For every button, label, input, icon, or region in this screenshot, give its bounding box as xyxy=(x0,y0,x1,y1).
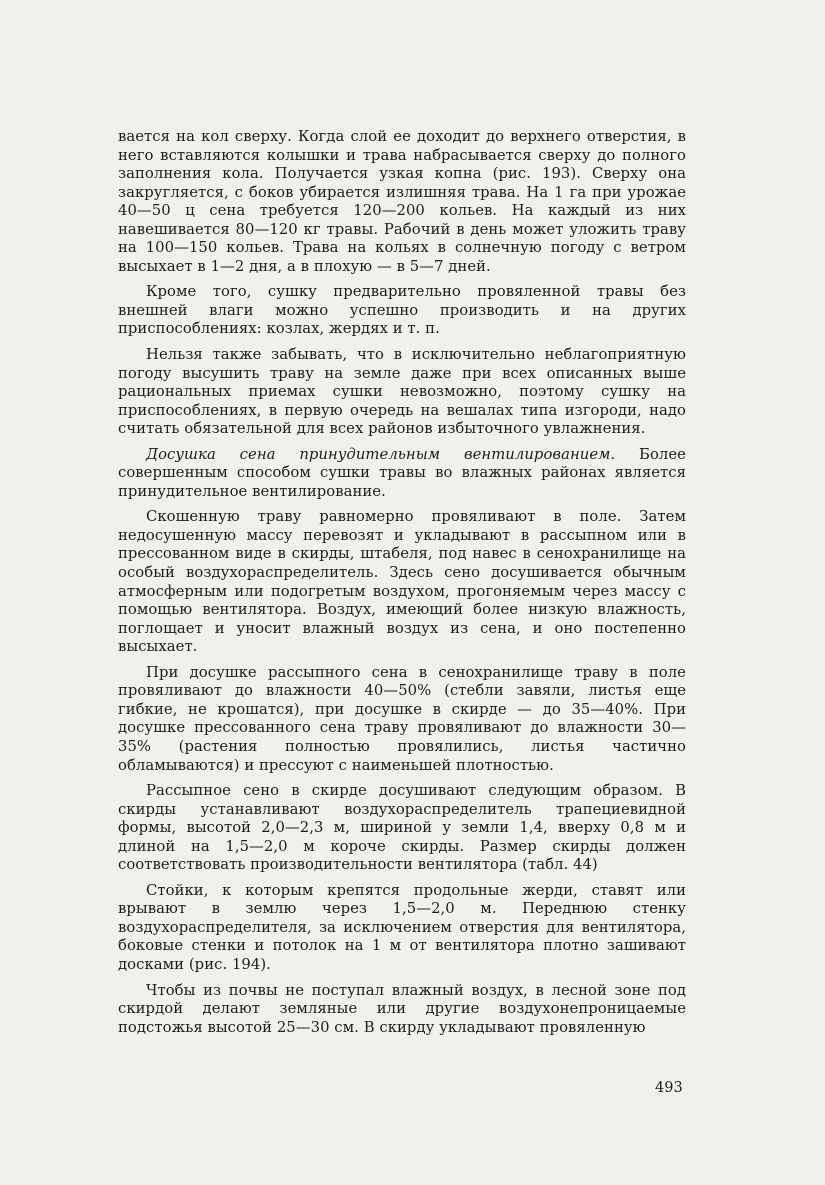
paragraph-text: Скошенную траву равномерно провяливают в поле. Затем недосушенную массу перевозят и укладывают в рассыпном или в прессованном виде в скирды, штабеля, под навес в сенохранилище на особый воздухораспределитель. Здесь сено досушивается обычным атмосферным или подогретым воздухом, прогоняемым через массу с помощью вентилятора. Воздух, имеющий более низкую влажность, поглощает и уносит влажный воздух из сена, и оно постепенно высыхает. xyxy=(118,508,686,656)
page-number: 493 xyxy=(655,1080,683,1096)
paragraph xyxy=(118,882,686,975)
paragraph xyxy=(118,346,686,439)
paragraph xyxy=(118,664,686,775)
paragraph xyxy=(118,782,686,875)
paragraph-text: Более совершенным способом сушки травы во влажных районах является принудительное вентилирование. xyxy=(118,445,686,500)
section-heading: Досушка сена принудительным вентилированием. xyxy=(146,445,616,463)
paragraph-text: вается на кол сверху. Когда слой ее доходит до верхнего отверстия, в него вставляются колышки и трава набрасывается сверху до полного заполнения кола. Получается узкая копна (рис. 193). Сверху она закругляется, с боков убирается излишняя трава. На 1 га при урожае 40—50 ц сена требуется 120—200 кольев. На каждый из них навешивается 80—120 кг травы. Рабочий в день может уложить траву на 100—150 кольев. Трава на кольях в солнечную погоду с ветром высыхает в 1—2 дня, а в плохую — в 5—7 дней. xyxy=(118,128,686,275)
paragraph xyxy=(118,283,686,339)
paragraph-text: Рассыпное сено в скирде досушивают следующим образом. В скирды устанавливают воздухораспределитель трапециевидной формы, высотой 2,0—2,3 м, шириной у земли 1,4, вверху 0,8 м и длиной на 1,5—2,0 м короче скирды. Размер скирды должен соответствовать производительности вентилятора (табл. 44) xyxy=(118,782,686,874)
paragraph-text: Нельзя также забывать, что в исключительно неблагоприятную погоду высушить траву на земле даже при всех описанных выше рациональных приемах сушки невозможно, поэтому сушку на приспособлениях, в первую очередь на вешалах типа изгороди, надо считать обязательной для всех районов избыточного увлажнения. xyxy=(118,346,686,438)
paragraph-text: Чтобы из почвы не поступал влажный воздух, в лесной зоне под скирдой делают земляные или другие воздухонепроницаемые подстожья высотой 25—30 см. В скирду укладывают провяленную xyxy=(118,981,686,1036)
paragraph xyxy=(118,128,686,276)
paragraph xyxy=(118,982,686,1038)
paragraph-text: При досушке рассыпного сена в сенохранилище траву в поле провяливают до влажности 40—50% (стебли завяли, листья еще гибкие, не крошатся), при досушке в скирде — до 35—40%. При досушке прессованного сена траву провяливают до влажности 30—35% (растения полностью провялились, листья частично обламываются) и прессуют с наименьшей плотностью. xyxy=(118,663,686,774)
paragraph-text: Кроме того, сушку предварительно провяленной травы без внешней влаги можно успешно производить и на других приспособлениях: козлах, жердях и т. п. xyxy=(118,283,686,338)
page-body xyxy=(118,128,686,1037)
paragraph xyxy=(118,508,686,656)
paragraph-text: Стойки, к которым крепятся продольные жерди, ставят или врывают в землю через 1,5—2,0 м. Переднюю стенку воздухораспределителя, за исключением отверстия для вентилятора, боковые стенки и потолок на 1 м от вентилятора плотно зашивают досками (рис. 194). xyxy=(118,881,686,973)
paragraph xyxy=(118,446,686,502)
